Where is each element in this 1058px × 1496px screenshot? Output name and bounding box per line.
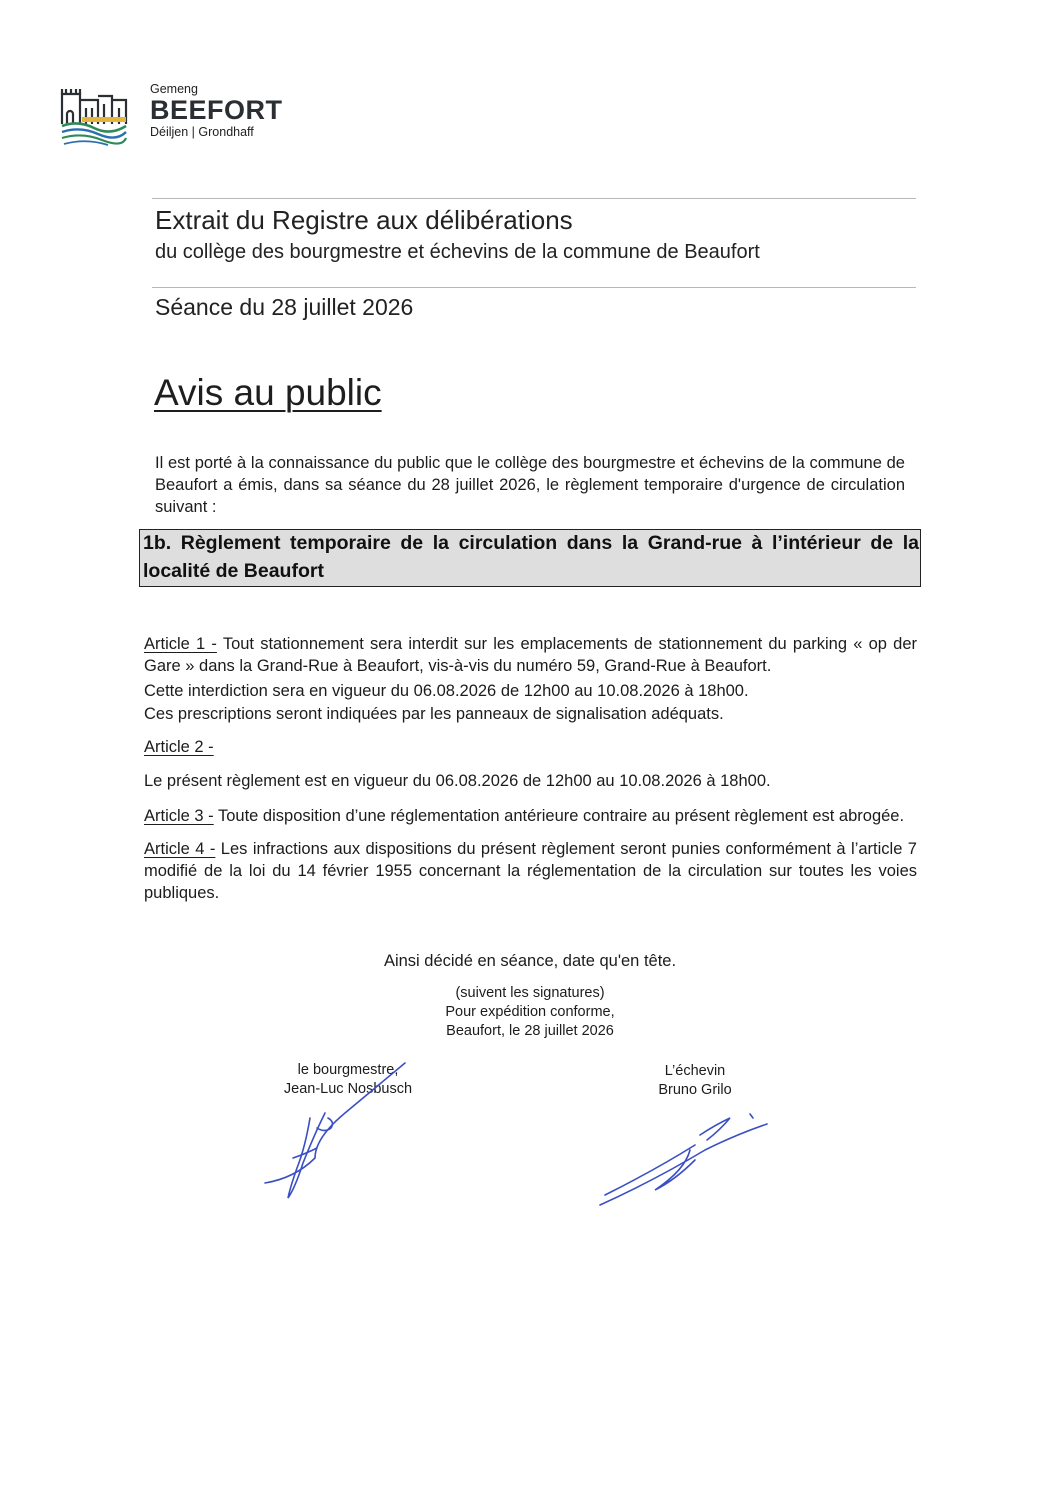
closing-decided: Ainsi décidé en séance, date qu'en tête. xyxy=(383,952,677,970)
alderman-signature-icon xyxy=(595,1110,775,1210)
logo-line-beefort: BEEFORT xyxy=(150,95,283,125)
article-3-text: Toute disposition d’une réglementation antérieure contraire au présent règlement est abrogée. xyxy=(213,807,905,825)
article-4 xyxy=(144,838,917,904)
closing-follow: (suivent les signatures) xyxy=(455,985,605,1001)
extract-title: Extrait du Registre aux délibérations xyxy=(155,205,573,235)
divider-top xyxy=(152,198,916,199)
article-4-text: Les infractions aux dispositions du présent règlement seront punies conformément à l’article 7 modifié de la loi du 14 février 1955 concernant la réglementation de la circulation sur toutes les voies publiques. xyxy=(144,840,917,902)
logo-line-sections: Déiljen | Grondhaff xyxy=(150,125,254,139)
article-1 xyxy=(144,633,917,677)
beefort-castle-logo-icon xyxy=(58,84,130,146)
seance-date: Séance du 28 juillet 2026 xyxy=(155,294,414,320)
article-4-label: Article 4 - xyxy=(144,840,216,858)
mayor-role: le bourgmestre, xyxy=(297,1062,399,1078)
article-3 xyxy=(144,805,924,827)
divider-middle xyxy=(152,287,916,288)
article-3-label: Article 3 - xyxy=(144,807,214,825)
article-1-label: Article 1 - xyxy=(144,635,217,653)
mayor-signature-icon xyxy=(255,1058,425,1208)
closing-conform: Pour expédition conforme, xyxy=(445,1004,615,1020)
closing-place-date: Beaufort, le 28 juillet 2026 xyxy=(446,1023,614,1039)
article-1-line-2: Cette interdiction sera en vigueur du 06.08.2026 de 12h00 au 10.08.2026 à 18h00. xyxy=(144,682,749,700)
extract-subtitle: du collège des bourgmestre et échevins de la commune de Beaufort xyxy=(155,241,760,263)
article-2 xyxy=(144,736,214,758)
article-1-line-3: Ces prescriptions seront indiquées par les panneaux de signalisation adéquats. xyxy=(144,705,724,723)
article-1-text: Tout stationnement sera interdit sur les emplacements de stationnement du parking « op der Gare » dans la Grand-Rue à Beaufort, vis-à-vis du numéro 59, Grand-Rue à Beaufort. xyxy=(144,635,918,675)
logo-wordmark xyxy=(150,82,283,139)
mayor-name: Jean-Luc Nosbusch xyxy=(283,1081,413,1097)
article-2-text: Le présent règlement est en vigueur du 06.08.2026 de 12h00 au 10.08.2026 à 18h00. xyxy=(144,772,771,790)
intro-paragraph: Il est porté à la connaissance du public que le collège des bourgmestre et échevins de la commune de Beaufort a émis, dans sa séance du 28 juillet 2026, le règlement temporaire d'urgence de circulation suivant : xyxy=(155,454,905,516)
logo-line-gemeng: Gemeng xyxy=(150,82,198,96)
regulation-title: 1b. Règlement temporaire de la circulation dans la Grand-rue à l’intérieur de la localité de Beaufort xyxy=(143,532,919,582)
notice-heading: Avis au public xyxy=(154,372,382,413)
alderman-name: Bruno Grilo xyxy=(658,1082,732,1098)
article-2-label: Article 2 - xyxy=(144,738,214,756)
alderman-role: L’échevin xyxy=(664,1063,726,1079)
